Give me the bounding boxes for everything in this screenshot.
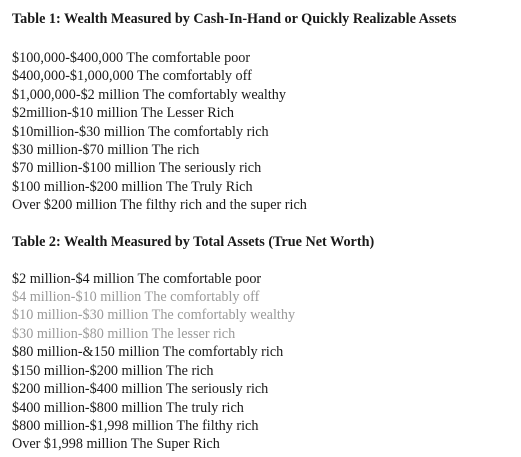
table2-row: $400 million-$800 million The truly rich (12, 399, 244, 416)
table1-title: Table 1: Wealth Measured by Cash-In-Hand or Quickly Realizable Assets (12, 11, 457, 27)
document-page (12, 10, 517, 454)
table1-row: $30 million-$70 million The rich (12, 142, 200, 159)
table2-row: $10 million-$30 million The comfortably wealthy (12, 307, 296, 324)
table1-row: Over $200 million The filthy rich and the super rich (12, 197, 307, 214)
table2-row: $4 million-$10 million The comfortably off (12, 289, 260, 306)
table1-list (12, 49, 517, 215)
table2-row: $150 million-$200 million The rich (12, 362, 214, 379)
table2-list (12, 270, 517, 454)
table2-title: Table 2: Wealth Measured by Total Assets (True Net Worth) (12, 233, 375, 250)
table2-row: $80 million-&150 million The comfortably rich (12, 344, 284, 361)
table2-row: $2 million-$4 million The comfortable poor (12, 270, 262, 287)
table1-row: $100,000-$400,000 The comfortable poor (12, 50, 251, 66)
table1-row: $70 million-$100 million The seriously rich (12, 160, 262, 177)
table2-row: $800 million-$1,998 million The filthy rich (12, 417, 259, 434)
table1-row: $2million-$10 million The Lesser Rich (12, 105, 234, 122)
table2-row: Over $1,998 million The Super Rich (12, 436, 220, 453)
table2-row: $200 million-$400 million The seriously rich (12, 381, 269, 398)
table1-row: $10million-$30 million The comfortably rich (12, 123, 269, 140)
table1-row: $400,000-$1,000,000 The comfortably off (12, 68, 252, 85)
table1-row: $100 million-$200 million The Truly Rich (12, 178, 253, 195)
table2-row: $30 million-$80 million The lesser rich (12, 325, 236, 342)
table1-row: $1,000,000-$2 million The comfortably wealthy (12, 86, 286, 103)
